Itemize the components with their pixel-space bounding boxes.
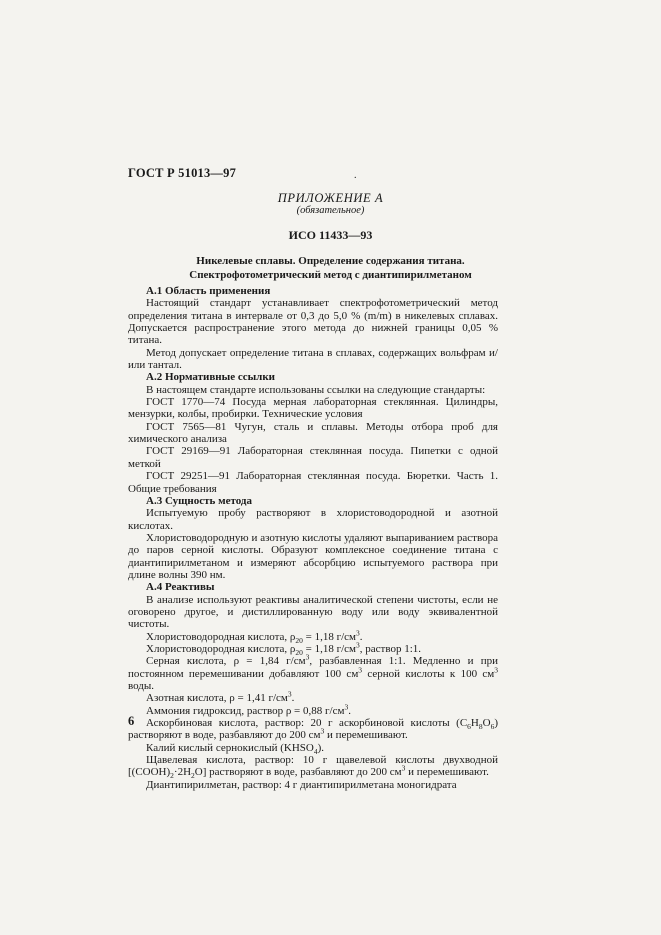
reagent-dam: Диантипирилметан, раствор: 4 г диантипирилметана моногидрата — [146, 778, 457, 791]
document-title — [0, 254, 661, 282]
reference-item: ГОСТ 7565—81 Чугун, сталь и сплавы. Методы отбора проб для химического анализа — [128, 420, 498, 446]
paragraph: Испытуемую пробу растворяют в хлористоводородной и азотной кислотах. — [128, 507, 498, 532]
iso-number: ИСО 11433—93 — [288, 228, 373, 242]
reference-item: ГОСТ 29169—91 Лабораторная стеклянная посуда. Пипетки с одной меткой — [128, 445, 498, 470]
page-number: 6 — [128, 714, 135, 728]
section-heading-a3: А.3 Сущность метода — [146, 494, 252, 507]
paragraph: В анализе используют реактивы аналитической степени чистоты, если не оговорено другое, и дистиллированную воду или воду эквивалентной чистоты. — [128, 593, 498, 631]
reagent-khso4: Калий кислый сернокислый $(KHSO_4)$. — [146, 741, 325, 756]
reference-item: ГОСТ 29251—91 Лабораторная стеклянная посуда. Бюретки. Часть 1. Общие требования — [128, 470, 498, 495]
paragraph: В настоящем стандарте использованы ссылки на следующие стандарты: — [146, 383, 486, 396]
appendix-title: ПРИЛОЖЕНИЕ А — [277, 191, 384, 205]
paragraph: Хлористоводородную и азотную кислоты удаляют выпариванием раствора до паров серной кислоты. Образуют комплексное соединение титана с диантипирилметаном и измеряют абсорбцию испытуемого раствора при длине волны 390 нм. — [128, 531, 498, 581]
section-heading-a1: А.1 Область применения — [146, 285, 271, 297]
paragraph: Настоящий стандарт устанавливает спектрофотометрический метод определения титана в интервале от 0,3 до 5,0 % (m/m) в никелевых сплавах. Допускается распространение этого метода до нижней границы 0,05 % титана. — [128, 297, 498, 347]
reference-item: ГОСТ 1770—74 Посуда мерная лабораторная стеклянная. Цилиндры, мензурки, колбы, пробирки. Технические условия — [128, 396, 498, 421]
document-body — [128, 285, 498, 791]
section-heading-a4: А.4 Реактивы — [146, 581, 215, 594]
section-heading-a2: А.2 Нормативные ссылки — [146, 371, 276, 384]
reagent-h2so4: Серная кислота, ρ = 1,84 $г/см^3$, разбавленная 1:1. Медленно и при постоянном перемешивании добавляют 100 $см^3$ серной кислоты к 100 $см^3$ воды. — [128, 652, 498, 692]
reagent-hno3: Азотная кислота, ρ = 1,41 $г/см^3$. — [146, 689, 295, 705]
reagent-nh4oh: Аммония гидроксид, раствор ρ = 0,88 $г/см^3$. — [146, 702, 351, 717]
reagent-oxalic: Щавелевая кислота, раствор: 10 г щавелевой кислоты двухводной $[(COOH)_2\cdot 2H_2O]$ растворяют в воде, разбавляют до 200 $см^3$ и перемешивают. — [128, 754, 498, 781]
document-title-line2: Спектрофотометрический метод с диантипирилметаном — [189, 269, 472, 281]
paragraph: Метод допускает определение титана в сплавах, содержащих вольфрам и/или тантал. — [128, 346, 498, 372]
reagent-ascorbic: Аскорбиновая кислота, раствор: 20 г аскорбиновой кислоты $(C_6H_8O_6)$ растворяют в воде, разбавляют до 200 $см^3$ и перемешивают. — [128, 717, 498, 742]
reagent-hcl: Хлористоводородная кислота, $\rho_{20} = 1,18$ $г/см^3$. — [146, 627, 363, 645]
reagent-hcl-solution: Хлористоводородная кислота, $\rho_{20} = 1,18$ $г/см^3$, раствор 1:1. — [146, 640, 422, 658]
print-mark: . — [354, 170, 357, 181]
appendix-status: (обязательное) — [296, 205, 365, 216]
document-title-line1: Никелевые сплавы. Определение содержания титана. — [196, 255, 465, 267]
standard-header: ГОСТ Р 51013—97 — [128, 166, 237, 180]
